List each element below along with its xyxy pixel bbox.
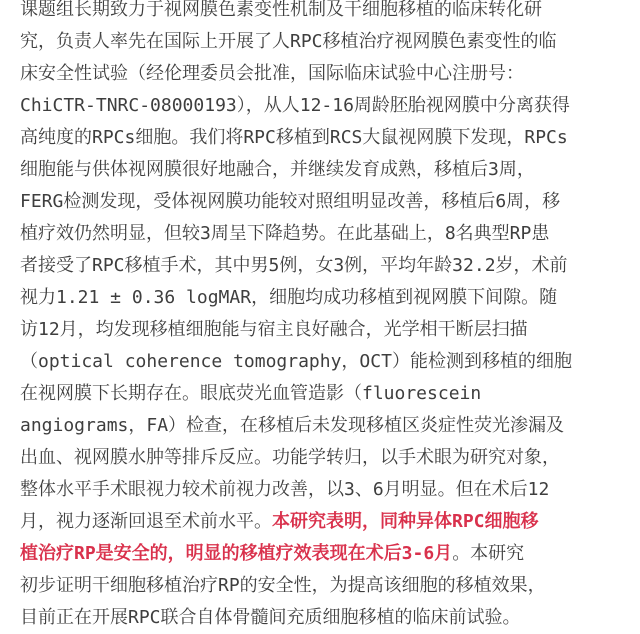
line-text: angiograms，FA）检查，在移植后未发现移植区炎症性荧光渗漏及 xyxy=(20,415,565,436)
paragraph-line-17 xyxy=(20,506,620,538)
paragraph-line-20 xyxy=(20,602,620,634)
highlighted-conclusion: 植治疗RP是安全的，明显的移植疗效表现在术后3-6月 xyxy=(20,543,453,564)
paragraph-line-5 xyxy=(20,122,620,154)
paragraph-line-11 xyxy=(20,314,620,346)
line-text: 目前正在开展RPC联合自体骨髓间充质细胞移植的临床前试验。 xyxy=(20,607,521,628)
paragraph-line-7 xyxy=(20,186,620,218)
paragraph-line-6 xyxy=(20,154,620,186)
line-text: ChiCTR-TNRC-08000193），从人12-16周龄胚胎视网膜中分离获得 xyxy=(20,95,570,116)
paragraph-line-4 xyxy=(20,90,620,122)
line-text: 在视网膜下长期存在。眼底荧光血管造影（fluorescein xyxy=(20,383,482,404)
line-text: （optical coherence tomography，OCT）能检测到移植的细胞 xyxy=(20,351,572,372)
line-text: 床安全性试验（经伦理委员会批准，国际临床试验中心注册号： xyxy=(20,63,524,84)
line-text: 出血、视网膜水肿等排斥反应。功能学转归，以手术眼为研究对象， xyxy=(20,447,560,468)
line-text: 究，负责人率先在国际上开展了人RPC移植治疗视网膜色素变性的临 xyxy=(20,31,557,52)
paragraph-line-9 xyxy=(20,250,620,282)
line-text: 月，视力逐渐回退至术前水平。 xyxy=(20,511,272,532)
paragraph-line-14 xyxy=(20,410,620,442)
paragraph-line-3 xyxy=(20,58,620,90)
paragraph-line-19 xyxy=(20,570,620,602)
line-text: FERG检测发现，受体视网膜功能较对照组明显改善，移植后6周，移 xyxy=(20,191,561,212)
line-text: 初步证明干细胞移植治疗RP的安全性，为提高该细胞的移植效果， xyxy=(20,575,546,596)
paragraph-line-1 xyxy=(20,0,620,26)
line-text: 课题组长期致力于视网膜色素变性机制及干细胞移植的临床转化研 xyxy=(20,0,542,20)
paragraph-line-13 xyxy=(20,378,620,410)
paragraph-line-15 xyxy=(20,442,620,474)
paragraph-line-8 xyxy=(20,218,620,250)
line-text: 。本研究 xyxy=(452,543,525,564)
highlighted-conclusion: 本研究表明，同种异体RPC细胞移 xyxy=(272,511,539,532)
paragraph-line-12 xyxy=(20,346,620,378)
line-text: 者接受了RPC移植手术，其中男5例，女3例，平均年龄32.2岁，术前 xyxy=(20,255,568,276)
line-text: 植疗效仍然明显，但较3周呈下降趋势。在此基础上，8名典型RP患 xyxy=(20,223,550,244)
line-text: 视力1.21 ± 0.36 logMAR，细胞均成功移植到视网膜下间隙。随 xyxy=(20,287,558,308)
line-text: 整体水平手术眼视力较术前视力改善，以3、6月明显。但在术后12 xyxy=(20,479,550,500)
paragraph-line-16 xyxy=(20,474,620,506)
paragraph-line-10 xyxy=(20,282,620,314)
line-text: 高纯度的RPCs细胞。我们将RPC移植到RCS大鼠视网膜下发现，RPCs xyxy=(20,127,568,148)
line-text: 细胞能与供体视网膜很好地融合，并继续发育成熟，移植后3周， xyxy=(20,159,535,180)
paragraph-line-2 xyxy=(20,26,620,58)
paragraph-line-18 xyxy=(20,538,620,570)
line-text: 访12月，均发现移植细胞能与宿主良好融合，光学相干断层扫描 xyxy=(20,319,528,340)
